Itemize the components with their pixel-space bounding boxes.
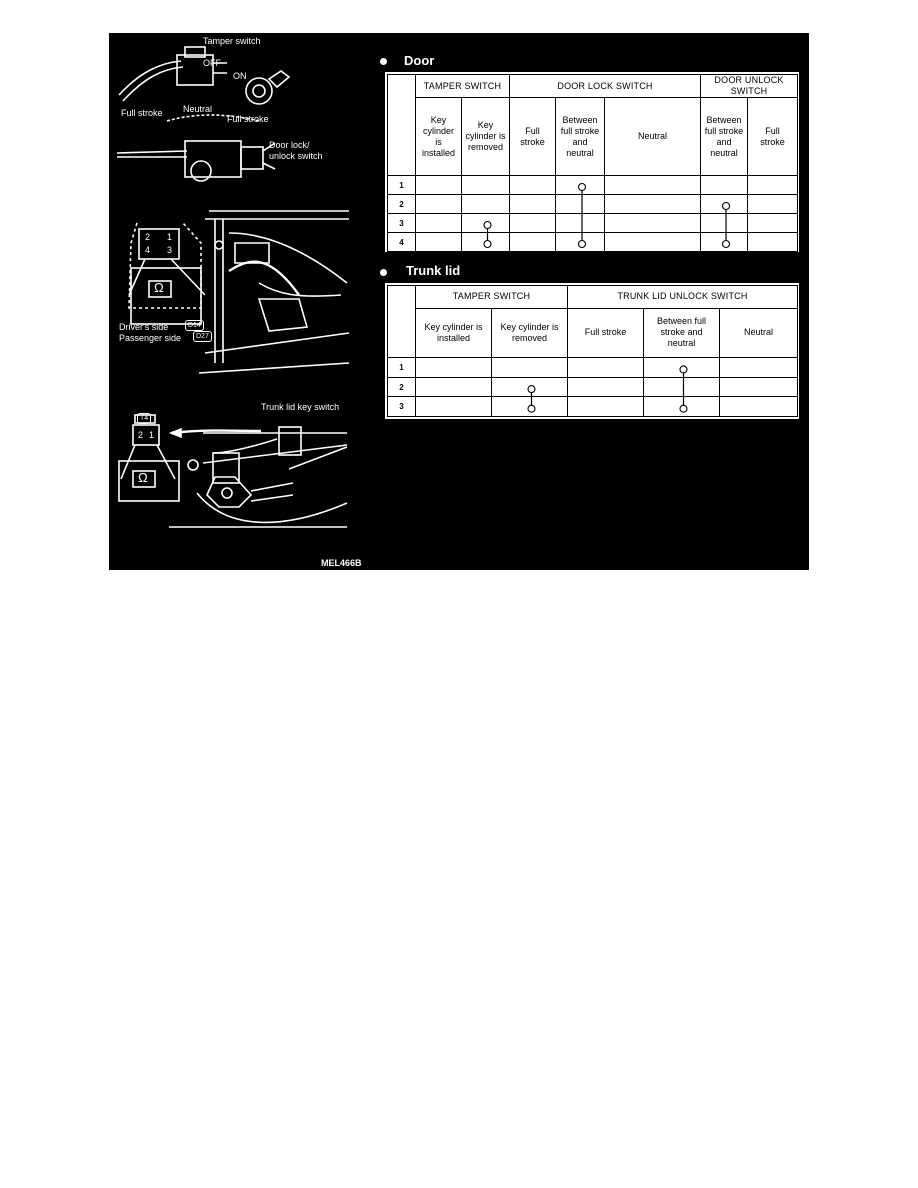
door-group-unlock: DOOR UNLOCK SWITCH — [701, 75, 798, 98]
trunk-col-full-stroke: Full stroke — [568, 308, 644, 358]
trunk-group-unlock: TRUNK LID UNLOCK SWITCH — [568, 286, 798, 309]
trunk-pin-2: 2 — [138, 430, 144, 440]
door-title: Door — [404, 53, 435, 68]
trunk-lid-key-switch-label: Trunk lid key switch — [261, 402, 340, 412]
trunk-col-neutral: Neutral — [720, 308, 798, 358]
door-continuity-table — [385, 72, 799, 252]
door-pin-1: 1 — [167, 232, 173, 242]
trunk-col-key-removed: Key cylinder is removed — [492, 308, 568, 358]
door-group-tamper: TAMPER SWITCH — [416, 75, 510, 98]
door-col-lock-between: Between full stroke and neutral — [556, 98, 605, 176]
full-stroke-right-label: Full stroke — [227, 114, 269, 124]
trunk-continuity-table — [385, 283, 799, 419]
trunk-col-between: Between full stroke and neutral — [644, 308, 720, 358]
trunk-row-label: 3 — [388, 397, 416, 417]
door-lock-switch-label-line1: Door lock/ — [269, 140, 310, 150]
door-row-label: 1 — [388, 176, 416, 195]
trunk-title: Trunk lid — [406, 263, 461, 278]
full-stroke-left-label: Full stroke — [121, 108, 163, 118]
door-group-lock: DOOR LOCK SWITCH — [510, 75, 701, 98]
door-row-label: 4 — [388, 233, 416, 252]
trunk-connector-code: T4 — [137, 413, 151, 424]
drivers-side-code: D14 — [185, 320, 204, 331]
door-ohmmeter-symbol: Ω — [154, 280, 164, 295]
door-col-unlock-between: Between full stroke and neutral — [701, 98, 748, 176]
figure-code: MEL466B — [321, 558, 362, 568]
trunk-pin-1: 1 — [149, 430, 155, 440]
trunk-bullet — [380, 269, 387, 276]
trunk-ohmmeter-symbol: Ω — [138, 470, 148, 485]
door-col-key-installed: Key cylinder is installed — [416, 98, 462, 176]
door-pin-2: 2 — [145, 232, 151, 242]
door-pin-3: 3 — [167, 245, 173, 255]
door-row-label: 3 — [388, 214, 416, 233]
passenger-side-code: D27 — [193, 331, 212, 342]
trunk-corner-cell — [388, 286, 416, 358]
on-label: ON — [233, 71, 247, 81]
door-bullet — [380, 58, 387, 65]
door-pin-4: 4 — [145, 245, 151, 255]
tamper-switch-label: Tamper switch — [203, 36, 261, 46]
door-col-lock-full-stroke: Full stroke — [510, 98, 556, 176]
neutral-label: Neutral — [183, 104, 213, 114]
wiring-figure — [109, 33, 809, 570]
door-col-unlock-full-stroke: Full stroke — [748, 98, 798, 176]
door-row-label: 2 — [388, 195, 416, 214]
trunk-col-key-installed: Key cylinder is installed — [416, 308, 492, 358]
passenger-side-label: Passenger side — [119, 333, 182, 343]
trunk-row-label: 2 — [388, 377, 416, 397]
off-label: OFF — [203, 58, 221, 68]
trunk-group-tamper: TAMPER SWITCH — [416, 286, 568, 309]
drivers-side-label: Driver's side — [119, 322, 169, 332]
door-col-key-removed: Key cylinder is removed — [462, 98, 510, 176]
door-corner-cell — [388, 75, 416, 176]
door-col-lock-neutral: Neutral — [605, 98, 701, 176]
trunk-row-label: 1 — [388, 358, 416, 378]
door-lock-switch-label-line2: unlock switch — [269, 151, 323, 161]
